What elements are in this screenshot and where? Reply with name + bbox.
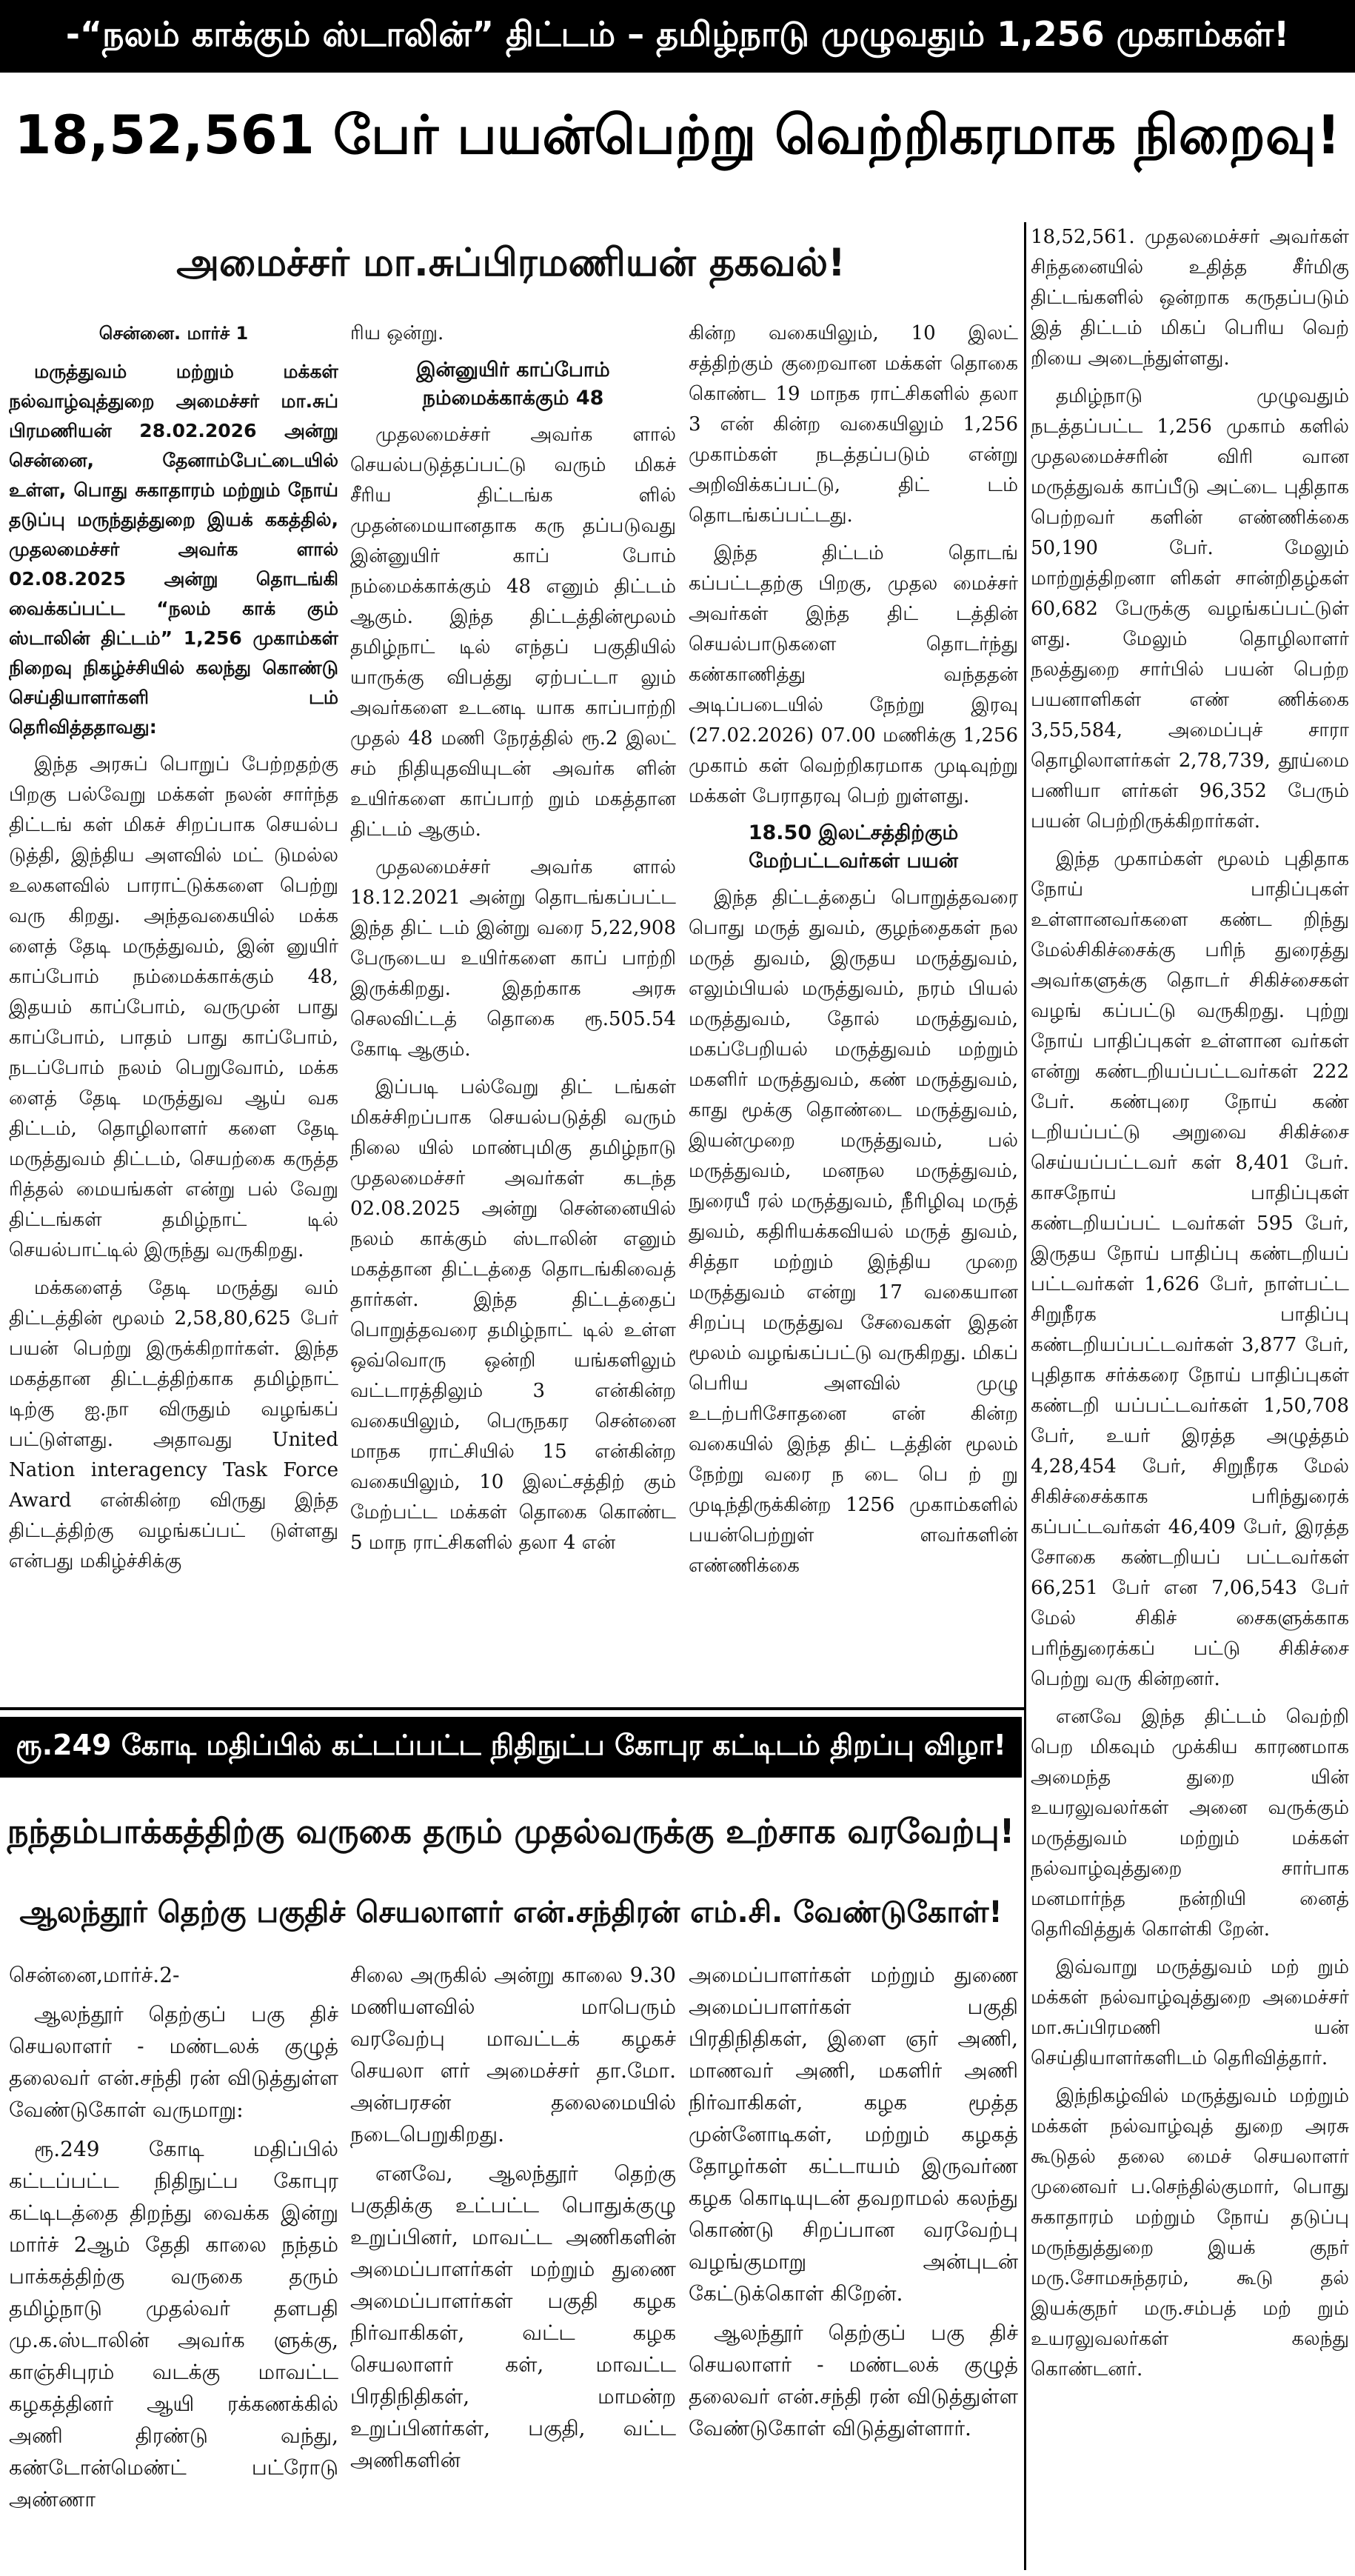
paragraph: அமைப்பாளர்கள் மற்றும் துணை அமைப்பாளர்கள் பகுதி பிரதிநிதிகள், இளை ஞர் அணி, மாணவர் அணி, மகளிர் அணி நிர்வாகிகள், கழக மூத்த முன்னோடிகள், மற்றும் கழகத் தோழர்கள் கட்டாயம் இருவர்ண கழக கொடியுடன் தவறாமல் கலந்து கொண்டு சிறப்பான வரவேற்பு வழங்குமாறு அன்புடன் கேட்டுக்கொள் கிறேன். <box>689 1963 1018 2306</box>
paragraph: சிலை அருகில் அன்று காலை 9.30 மணியளவில் மாபெரும் வரவேற்பு மாவட்டக் கழகச் செயலா ளர் அமைச்சர் தா.மோ. அன்பரசன் தலைமையில் நடைபெறுகிறது. <box>350 1963 676 2146</box>
paragraph: இந்த அரசுப் பொறுப் பேற்றதற்கு பிறகு பல்வேறு மக்கள் நலன் சார்ந்த திட்டங் கள் மிகச் சிறப்பாக செயல்ப டுத்தி, இந்திய அளவில் மட் டுமல்ல உலகளவில் பாராட்டுக்களை பெற்று வரு கிறது. அந்தவகையில் மக்க ளைத் தேடி மருத்துவம், இன் னுயிர் காப்போம் நம்மைக்காக்கும் 48, இதயம் காப்போம், வருமுன் பாது காப்போம், பாதம் பாது காப்போம், நடப்போம் நலம் பெறுவோம், மக்க ளைத் தேடி மருத்துவ ஆய் வக திட்டம், தொழிலாளர் களை தேடி மருத்துவம் திட்டம், செயற்கை கருத்த ரித்தல் மையங்கள் என்று பல் வேறு திட்டங்கள் தமிழ்நாட் டில் செயல்பாட்டில் இருந்து வருகிறது. <box>9 753 338 1261</box>
story1-column-3 <box>689 318 1018 1696</box>
story1-column-4 <box>1031 222 1349 2570</box>
lead-paragraph: மருத்துவம் மற்றும் மக்கள் நல்வாழ்வுத்துறை அமைச்சர் மா.சுப் பிரமணியன் 28.02.2026 அன்று சென்னை, தேனாம்பேட்டையில் உள்ள, பொது சுகாதாரம் மற்றும் நோய் தடுப்பு மருந்துத்துறை இயக் ககத்தில், முதலமைச்சர் அவர்க ளால் 02.08.2025 அன்று தொடங்கி வைக்கப்பட்ட “நலம் காக் கும் ஸ்டாலின் திட்டம்” 1,256 முகாம்கள் நிறைவு நிகழ்ச்சியில் கலந்து கொண்டு செய்தியாளர்களி டம் தெரிவித்ததாவது: <box>9 361 338 738</box>
kicker-text: -“நலம் காக்கும் ஸ்டாலின்” திட்டம் – தமிழ்நாடு முழுவதும் 1,256 முகாம்கள்! <box>65 13 1290 54</box>
dateline: சென்னை. மார்ச் 1 <box>98 323 249 344</box>
paragraph: எனவே இந்த திட்டம் வெற்றி பெற மிகவும் முக்கிய காரணமாக அமைந்த துறை யின் உயரலுவலர்கள் அனை வருக்கும் மருத்துவம் மற்றும் மக்கள் நல்வாழ்வுத்துறை சார்பாக மனமார்ந்த நன்றியி னைத் தெரிவித்துக் கொள்கி றேன். <box>1031 1706 1349 1941</box>
paragraph: ஆலந்தூர் தெற்குப் பகு திச் செயலாளர் - மண்டலக் குழுத் தலைவர் என்.சந்தி ரன் விடுத்துள்ள வேண்டுகோள் விடுத்துள்ளார். <box>689 2320 1018 2440</box>
paragraph: மக்களைத் தேடி மருத்து வம் திட்டத்தின் மூலம் 2,58,80,625 பேர் பயன் பெற்று இருக்கிறார்கள். இந்த மகத்தான திட்டத்திற்காக தமிழ்நாட் டிற்கு ஐ.நா விருதும் வழங்கப் பட்டுள்ளது. அதாவது United Nation interagency Task Force Award என்கின்ற விருது இந்த திட்டத்திற்கு வழங்கப்பட் டுள்ளது என்பது மகிழ்ச்சிக்கு <box>9 1277 338 1572</box>
paragraph: இந்நிகழ்வில் மருத்துவம் மற்றும் மக்கள் நல்வாழ்வுத் துறை அரசு கூடுதல் தலை மைச் செயலாளர் முனைவர் ப.செந்தில்குமார், பொது சுகாதாரம் மற்றும் நோய் தடுப்பு மருந்துத்துறை இயக் குநர் மரு.சோமசுந்தரம், கூடு தல் இயக்குநர் மரு.சம்பத் மற் றும் உயரலுவலர்கள் கலந்து கொண்டனர். <box>1031 2085 1349 2380</box>
story2-column-3 <box>689 1959 1018 2570</box>
story2-headline-text: நந்தம்பாக்கத்திற்கு வருகை தரும் முதல்வருக்கு உற்சாக வரவேற்பு! <box>7 1811 1015 1851</box>
paragraph: முதலமைச்சர் அவர்க ளால் செயல்படுத்தப்பட்டு வரும் மிகச் சீரிய திட்டங்க ளில் முதன்மையானதாக கரு தப்படுவது இன்னுயிர் காப் போம் நம்மைக்காக்கும் 48 எனும் திட்டம் ஆகும். இந்த திட்டத்தின்மூலம் தமிழ்நாட் டில் எந்தப் பகுதியில் யாருக்கு விபத்து ஏற்பட்டா லும் அவர்களை உடனடி யாக காப்பாற்றி முதல் 48 மணி நேரத்தில் ரூ.2 இலட் சம் நிதியுதவியுடன் அவர்க ளின் உயிர்களை காப்பாற் றும் மகத்தான திட்டம் ஆகும். <box>350 424 676 841</box>
paragraph: இந்த திட்டத்தைப் பொறுத்தவரை பொது மருத் துவம், குழந்தைகள் நல மருத் துவம், இருதய மருத்துவம், எலும்பியல் மருத்துவம், நரம் பியல் மருத்துவம், தோல் மருத்துவம், மகப்பேறியல் மருத்துவம் மற்றும் மகளிர் மருத்துவம், கண் மருத்துவம், காது மூக்கு தொண்டை மருத்துவம், இயன்முறை மருத்துவம், பல் மருத்துவம், மனநல மருத்துவம், நுரையீ ரல் மருத்துவம், நீரிழிவு மருத் துவம், கதிரியக்கவியல் மருத் துவம், சித்தா மற்றும் இந்திய முறை மருத்துவம் என்று 17 வகையான சிறப்பு மருத்துவ சேவைகள் இதன் மூலம் வழங்கப்பட்டு வருகிறது. மிகப் பெரிய அளவில் முழு உடற்பரிசோதனை என் கின்ற வகையில் இந்த திட் டத்தின் மூலம் நேற்று வரை ந டை பெ ற் று முடிந்திருக்கின்ற 1256 முகாம்களில் பயன்பெற்றுள் ளவர்களின் எண்ணிக்கை <box>689 887 1018 1577</box>
paragraph: இவ்வாறு மருத்துவம் மற் றும் மக்கள் நல்வாழ்வுத்துறை அமைச்சர் மா.சுப்பிரமணி யன் செய்தியாளர்களிடம் தெரிவித்தார். <box>1031 1956 1349 2069</box>
story2-column-2 <box>350 1959 676 2570</box>
sub-headline <box>0 230 1022 301</box>
paragraph: முதலமைச்சர் அவர்க ளால் 18.12.2021 அன்று தொடங்கப்பட்ட இந்த திட் டம் இன்று வரை 5,22,908 பேருடைய உயிர்களை காப் பாற்றி இருக்கிறது. இதற்காக அரசு செலவிட்டத் தொகை ரூ.505.54 கோடி ஆகும். <box>350 856 676 1061</box>
paragraph: இந்த திட்டம் தொடங் கப்பட்டதற்கு பிறகு, முதல மைச்சர் அவர்கள் இந்த திட் டத்தின் செயல்பாடுகளை தொடர்ந்து கண்காணித்து வந்ததன் அடிப்படையில் நேற்று இரவு (27.02.2026) 07.00 மணிக்கு 1,256 முகாம் கள் வெற்றிகரமாக முடிவுற்று மக்கள் பேராதரவு பெற் றுள்ளது. <box>689 542 1018 807</box>
paragraph: 18,52,561. முதலமைச்சர் அவர்கள் சிந்தனையில் உதித்த சீர்மிகு திட்டங்களில் ஒன்றாக கருதப்படும் இத் திட்டம் மிகப் பெரிய வெற் றியை அடைந்துள்ளது. <box>1031 226 1349 370</box>
paragraph: தமிழ்நாடு முழுவதும் நடத்தப்பட்ட 1,256 முகாம் களில் முதலமைச்சரின் விரி வான மருத்துவக் காப்பீடு அட்டை புதிதாக பெற்றவர் களின் எண்ணிக்கை 50,190 பேர். மேலும் மாற்றுத்திறனா ளிகள் சான்றிதழ்கள் 60,682 பேருக்கு வழங்கப்பட்டுள் ளது. மேலும் தொழிலாளர் நலத்துறை சார்பில் பயன் பெற்ற பயனாளிகள் எண் ணிக்கை 3,55,584, அமைப்புச் சாரா தொழிலாளர்கள் 2,78,739, தூய்மை பணியா ளர்கள் 96,352 பேரும் பயன் பெற்றிருக்கிறார்கள். <box>1031 385 1349 832</box>
story2-column-1 <box>9 1959 338 2570</box>
column-divider <box>1024 222 1026 2570</box>
section-subhead: இன்னுயிர் காப்போம் நம்மைக்காக்கும் 48 <box>416 358 610 410</box>
story-divider <box>0 1707 1024 1710</box>
paragraph: ரூ.249 கோடி மதிப்பில் கட்டப்பட்ட நிதிநுட்ப கோபுர கட்டிடத்தை திறந்து வைக்க இன்று மார்ச் 2ஆம் தேதி காலை நந்தம் பாக்கத்திற்கு வருகை தரும் தமிழ்நாடு முதல்வர் தளபதி மு.க.ஸ்டாலின் அவர்க ளுக்கு, காஞ்சிபுரம் வடக்கு மாவட்ட கழகத்தினர் ஆயி ரக்கணக்கில் அணி திரண்டு வந்து, கண்டோன்மெண்ட் பட்ரோடு அண்ணா <box>9 2137 338 2512</box>
story2-subhead <box>0 1885 1022 1943</box>
paragraph: கின்ற வகையிலும், 10 இலட் சத்திற்கும் குறைவான மக்கள் தொகை கொண்ட 19 மாநக ராட்சிகளில் தலா 3 என் கின்ற வகையிலும் 1,256 முகாம்கள் நடத்தப்படும் என்று அறிவிக்கப்பட்டு, திட் டம் தொடங்கப்பட்டது. <box>689 322 1018 527</box>
paragraph: ரிய ஒன்று. <box>350 322 444 344</box>
main-headline-text: 18,52,561 பேர் பயன்பெற்று வெற்றிகரமாக நிறைவு! <box>14 104 1341 166</box>
story2-kicker-banner <box>0 1717 1022 1778</box>
main-headline <box>0 83 1355 194</box>
story2-subhead-text: ஆலந்தூர் தெற்கு பகுதிச் செயலாளர் என்.சந்திரன் எம்.சி. வேண்டுகோள்! <box>19 1895 1003 1929</box>
story2-kicker-text: ரூ.249 கோடி மதிப்பில் கட்டப்பட்ட நிதிநுட்ப கோபுர கட்டிடம் திறப்பு விழா! <box>16 1729 1006 1761</box>
sub-headline-text: அமைச்சர் மா.சுப்பிரமணியன் தகவல்! <box>176 240 846 285</box>
paragraph: எனவே, ஆலந்தூர் தெற்கு பகுதிக்கு உட்பட்ட பொதுக்குழு உறுப்பினர், மாவட்ட அணிகளின் அமைப்பாளர்கள் மற்றும் துணை அமைப்பாளர்கள் பகுதி கழக நிர்வாகிகள், வட்ட கழக செயலாளர் கள், மாவட்ட பிரதிநிதிகள், மாமன்ற உறுப்பினர்கள், பகுதி, வட்ட அணிகளின் <box>350 2161 676 2472</box>
paragraph: இப்படி பல்வேறு திட் டங்கள் மிகச்சிறப்பாக செயல்படுத்தி வரும் நிலை யில் மாண்புமிகு தமிழ்நாடு முதலமைச்சர் அவர்கள் கடந்த 02.08.2025 அன்று சென்னையில் நலம் காக்கும் ஸ்டாலின் எனும் மகத்தான திட்டத்தை தொடங்கிவைத் தார்கள். இந்த திட்டத்தைப் பொறுத்தவரை தமிழ்நாட் டில் உள்ள ஒவ்வொரு ஒன்றி யங்களிலும் வட்டாரத்திலும் 3 என்கின்ற வகையிலும், பெருநகர சென்னை மாநக ராட்சியில் 15 என்கின்ற வகையிலும், 10 இலட்சத்திற் கும் மேற்பட்ட மக்கள் தொகை கொண்ட 5 மாந ராட்சிகளில் தலா 4 என் <box>350 1076 676 1554</box>
section-subhead: 18.50 இலட்சத்திற்கும் மேற்பட்டவர்கள் பயன் <box>748 821 959 872</box>
story2-headline <box>0 1792 1022 1874</box>
paragraph: இந்த முகாம்கள் மூலம் புதிதாக நோய் பாதிப்புகள் உள்ளானவர்களை கண்ட றிந்து மேல்சிகிச்சைக்கு பரிந் துரைத்து அவர்களுக்கு தொடர் சிகிச்சைகள் வழங் கப்பட்டு வருகிறது. புற்று நோய் பாதிப்புகள் உள்ளான வர்கள் என்று கண்டறியப்பட்டவர்கள் 222 பேர். கண்புரை நோய் கண் டறியப்பட்டு அறுவை சிகிச்சை செய்யப்பட்டவர் கள் 8,401 பேர். காசநோய் பாதிப்புகள் கண்டறியப்பட் டவர்கள் 595 பேர், இருதய நோய் பாதிப்பு கண்டறியப் பட்டவர்கள் 1,626 பேர், நாள்பட்ட சிறுநீரக பாதிப்பு கண்டறியப்பட்டவர்கள் 3,877 பேர், புதிதாக சர்க்கரை நோய் பாதிப்புகள் கண்டறி யப்பட்டவர்கள் 1,50,708 பேர், உயர் இரத்த அழுத்தம் 4,28,454 பேர், சிறுநீரக மேல் சிகிச்சைக்காக பரிந்துரைக் கப்பட்டவர்கள் 46,409 பேர், இரத்த சோகை கண்டறியப் பட்டவர்கள் 66,251 பேர் என 7,06,543 பேர் மேல் சிகிச் சைகளுக்காக பரிந்துரைக்கப் பட்டு சிகிச்சை பெற்று வரு கின்றனர். <box>1031 848 1349 1690</box>
paragraph: ஆலந்தூர் தெற்குப் பகு திச் செயலாளர் - மண்டலக் குழுத் தலைவர் என்.சந்தி ரன் விடுத்துள்ள வேண்டுகோள் வருமாறு: <box>9 2002 338 2122</box>
dateline: சென்னை,மார்ச்.2- <box>9 1963 180 1987</box>
story1-column-1 <box>9 318 338 1696</box>
story1-column-2 <box>350 318 676 1696</box>
top-kicker-banner <box>0 0 1355 73</box>
